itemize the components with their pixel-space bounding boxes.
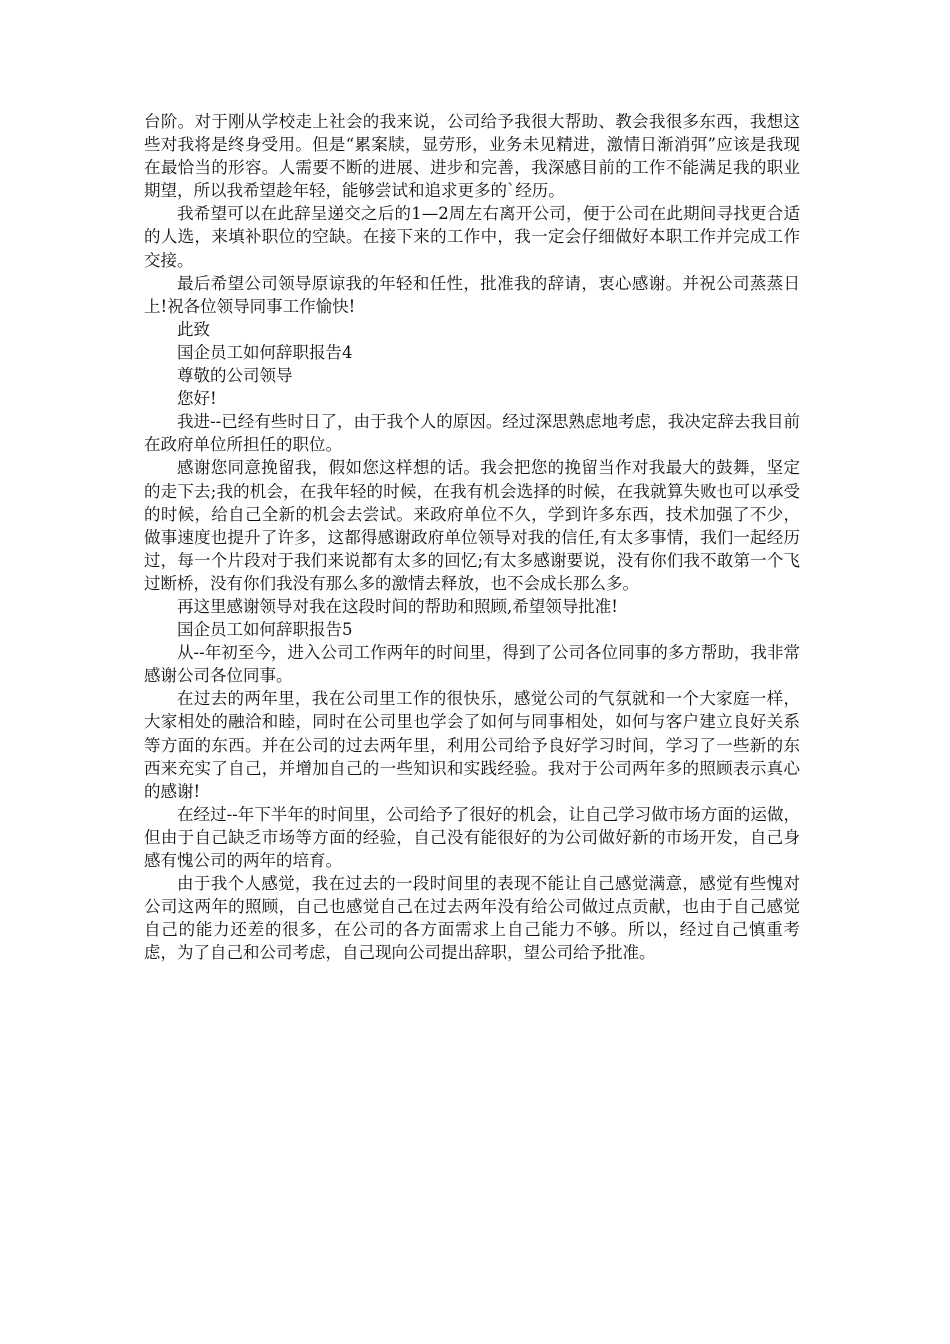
paragraph-closing-wishes: 最后希望公司领导原谅我的年轻和任性，批准我的辞请，衷心感谢。并祝公司蒸蒸日上!祝各位领导同事工作愉快! (144, 273, 800, 316)
paragraph-decision: 我进--已经有些时日了，由于我个人的原因。经过深思熟虑地考虑，我决定辞去我目前在政府单位所担任的职位。 (144, 412, 800, 455)
section-heading-report-4: 国企员工如何辞职报告4 (177, 342, 353, 362)
document-page (144, 110, 800, 964)
paragraph-market-work: 在经过--年下半年的时间里，公司给予了很好的机会，让自己学习做市场方面的运做，但由于自己缺乏市场等方面的经验，自己没有能很好的为公司做好新的市场开发，自己身感有愧公司的两年的培育。 (144, 804, 800, 870)
paragraph-thanks: 感谢您同意挽留我，假如您这样想的话。我会把您的挽留当作对我最大的鼓舞，坚定的走下去;我的机会，在我年轻的时候，在我有机会选择的时候，在我就算失败也可以承受的时候，给自己全新的机会去尝试。来政府单位不久，学到许多东西，技术加强了不少，做事速度也提升了许多，这都得感谢政府单位领导对我的信任,有太多事情，我们一起经历过，每一个片段对于我们来说都有太多的回忆;有太多感谢要说，没有你们我不敢第一个飞过断桥，没有你们我没有那么多的激情去释放，也不会成长那么多。 (144, 458, 800, 593)
paragraph-departure-date: 我希望可以在此辞呈递交之后的1—2周左右离开公司，便于公司在此期间寻找更合适的人选，来填补职位的空缺。在接下来的工作中，我一定会仔细做好本职工作并完成工作交接。 (144, 204, 800, 270)
section-heading-report-5: 国企员工如何辞职报告5 (177, 620, 353, 640)
paragraph-continuation: 台阶。对于刚从学校走上社会的我来说，公司给予我很大帮助、教会我很多东西，我想这些对我将是终身受用。但是“累案牍，显劳形，业务未见精进，激情日渐消弭”应该是我现在最恰当的形容。人需要不断的进展、进步和完善，我深感目前的工作不能满足我的职业期望，所以我希望趁年轻，能够尝试和追求更多的`经历。 (144, 112, 800, 201)
paragraph-past-two-years: 在过去的两年里，我在公司里工作的很快乐，感觉公司的气氛就和一个大家庭一样，大家相处的融洽和睦，同时在公司里也学会了如何与同事相处，如何与客户建立良好关系等方面的东西。并在公司的过去两年里，利用公司给予良好学习时间，学习了一些新的东西来充实了自己，并增加自己的一些知识和实践经验。我对于公司两年多的照顾表示真心的感谢! (144, 689, 800, 801)
letter-greeting: 您好! (177, 389, 217, 409)
paragraph-request-approval: 再这里感谢领导对我在这段时间的帮助和照顾,希望领导批准! (177, 596, 618, 616)
paragraph-resignation-reason: 由于我个人感觉，我在过去的一段时间里的表现不能让自己感觉满意，感觉有些愧对公司这两年的照顾，自己也感觉自己在过去两年没有给公司做过点贡献，也由于自己感觉自己的能力还差的很多，在公司的各方面需求上自己能力不够。所以，经过自己慎重考虑，为了自己和公司考虑，自己现向公司提出辞职，望公司给予批准。 (144, 874, 800, 963)
letter-addressee: 尊敬的公司领导 (177, 366, 293, 386)
closing-salutation: 此致 (177, 319, 210, 339)
paragraph-intro: 从--年初至今，进入公司工作两年的时间里，得到了公司各位同事的多方帮助，我非常感谢公司各位同事。 (144, 643, 800, 686)
